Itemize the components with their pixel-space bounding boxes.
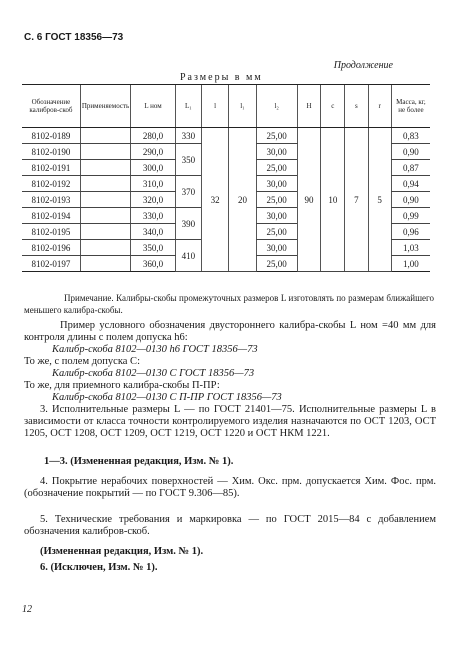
cell-lnom: 300,0	[131, 160, 176, 176]
cell-mass: 1,03	[391, 240, 430, 256]
cell-mass: 1,00	[391, 256, 430, 272]
example-intro: Пример условного обозначения двустороннего калибра-скобы L ном =40 мм для контроля длины с полем допуска h6:	[24, 320, 436, 343]
col-header-mass: Масса, кг, не более	[391, 85, 430, 128]
cell-l1: 20	[229, 128, 256, 272]
cell-lnom: 280,0	[131, 128, 176, 144]
cell-mass: 0,94	[391, 176, 430, 192]
table-row	[22, 128, 430, 144]
cell-l2: 25,00	[256, 192, 297, 208]
cell-usage	[80, 192, 130, 208]
col-header-H: H	[297, 85, 321, 128]
cell-l2: 25,00	[256, 160, 297, 176]
col-header-s: s	[345, 85, 368, 128]
cell-l2: 30,00	[256, 208, 297, 224]
cell-L1: 370	[175, 176, 201, 208]
col-header-c: c	[321, 85, 345, 128]
cell-lnom: 360,0	[131, 256, 176, 272]
cell-l2: 25,00	[256, 256, 297, 272]
cell-l2: 30,00	[256, 144, 297, 160]
paragraph-5: 5. Технические требования и маркировка — по ГОСТ 2015—84 с добавлением обозначения калибров-скоб.	[24, 514, 436, 537]
cell-lnom: 310,0	[131, 176, 176, 192]
cell-usage	[80, 144, 130, 160]
cell-usage	[80, 176, 130, 192]
cell-mass: 0,83	[391, 128, 430, 144]
cell-code: 8102-0192	[22, 176, 80, 192]
same-pr-intro: То же, для приемного калибра-скобы П-ПР:	[24, 380, 220, 391]
cell-mass: 0,99	[391, 208, 430, 224]
cell-code: 8102-0197	[22, 256, 80, 272]
cell-code: 8102-0194	[22, 208, 80, 224]
col-header-l1: l₁	[229, 85, 256, 128]
edit-note-1: 1—3. (Измененная редакция, Изм. № 1).	[44, 456, 234, 467]
cell-r: 5	[368, 128, 391, 272]
cell-code: 8102-0196	[22, 240, 80, 256]
cell-L1: 410	[175, 240, 201, 272]
col-header-code: Обозначение калибров-скоб	[22, 85, 80, 128]
example-designation-2: Калибр-скоба 8102—0130 С ГОСТ 18356—73	[52, 368, 255, 379]
paragraph-4: 4. Покрытие нерабочих поверхностей — Хим. Окс. прм. допускается Хим. Фос. прм. (обозначение покрытий — по ГОСТ 9.306—85).	[24, 476, 436, 499]
cell-l2: 30,00	[256, 176, 297, 192]
cell-mass: 0,90	[391, 144, 430, 160]
table-caption: Размеры в мм	[180, 72, 263, 83]
paragraph-3: 3. Исполнительные размеры L — по ГОСТ 21401—75. Исполнительные размеры L в зависимости от класса точности контролируемого изделия назначаются по ОСТ 1203, ОСТ 1205, ОСТ 1208, ОСТ 1209, ОСТ 1219, ОСТ 1220 и ОСТ НКМ 1221.	[24, 404, 436, 439]
col-header-usage: Применяемость	[80, 85, 130, 128]
cell-l2: 30,00	[256, 240, 297, 256]
cell-lnom: 350,0	[131, 240, 176, 256]
cell-H: 90	[297, 128, 321, 272]
col-header-l2: l₂	[256, 85, 297, 128]
col-header-lnom: L ном	[131, 85, 176, 128]
cell-mass: 0,96	[391, 224, 430, 240]
col-header-L1: L₁	[175, 85, 201, 128]
cell-mass: 0,90	[391, 192, 430, 208]
cell-c: 10	[321, 128, 345, 272]
table-note: Примечание. Калибры-скобы промежуточных размеров L изготовлять по размерам ближайшего меньшего калибра-скобы.	[24, 293, 434, 315]
cell-lnom: 340,0	[131, 224, 176, 240]
col-header-r: r	[368, 85, 391, 128]
cell-code: 8102-0195	[22, 224, 80, 240]
cell-l: 32	[201, 128, 228, 272]
cell-mass: 0,87	[391, 160, 430, 176]
example-designation-3: Калибр-скоба 8102—0130 С П-ПР ГОСТ 18356—73	[52, 392, 282, 403]
cell-lnom: 320,0	[131, 192, 176, 208]
page-header: С. 6 ГОСТ 18356—73	[24, 32, 124, 43]
cell-L1: 350	[175, 144, 201, 176]
cell-l2: 25,00	[256, 128, 297, 144]
cell-L1: 330	[175, 128, 201, 144]
cell-code: 8102-0193	[22, 192, 80, 208]
cell-code: 8102-0191	[22, 160, 80, 176]
cell-code: 8102-0189	[22, 128, 80, 144]
same-c-intro: То же, с полем допуска С:	[24, 356, 140, 367]
cell-usage	[80, 160, 130, 176]
cell-usage	[80, 128, 130, 144]
cell-l2: 25,00	[256, 224, 297, 240]
example-designation-1: Калибр-скоба 8102—0130 h6 ГОСТ 18356—73	[52, 344, 258, 355]
col-header-l: l	[201, 85, 228, 128]
cell-usage	[80, 224, 130, 240]
cell-s: 7	[345, 128, 368, 272]
page-number: 12	[22, 604, 32, 615]
cell-code: 8102-0190	[22, 144, 80, 160]
cell-usage	[80, 240, 130, 256]
dimensions-table	[22, 84, 430, 272]
cell-usage	[80, 256, 130, 272]
cell-usage	[80, 208, 130, 224]
continued-label: Продолжение	[333, 60, 393, 71]
cell-L1: 390	[175, 208, 201, 240]
paragraph-6: 6. (Исключен, Изм. № 1).	[40, 562, 158, 573]
edit-note-2: (Измененная редакция, Изм. № 1).	[40, 546, 204, 557]
cell-lnom: 290,0	[131, 144, 176, 160]
table-header-row	[22, 85, 430, 128]
cell-lnom: 330,0	[131, 208, 176, 224]
